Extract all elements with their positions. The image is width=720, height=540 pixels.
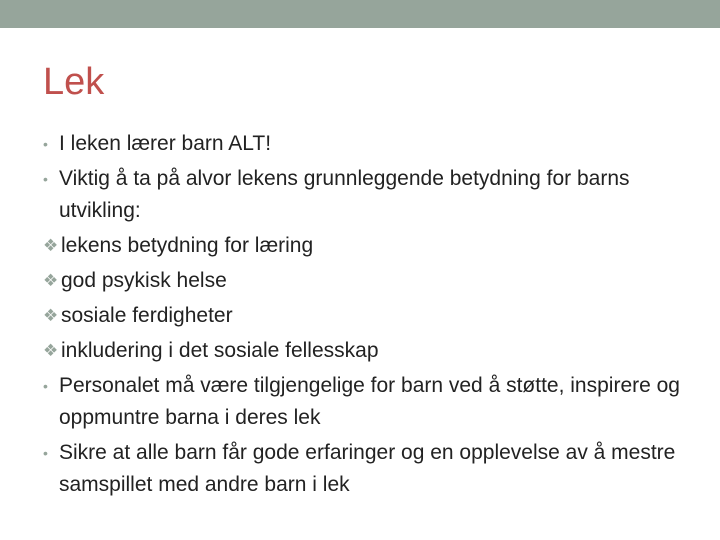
bullet-text: god psykisk helse [61,269,227,292]
bullet-dot-icon: • [43,171,48,187]
bullet-text: inkludering i det sosiale fellesskap [61,339,379,362]
slide-title: Lek [43,61,105,103]
bullet-dot-icon: • [43,378,48,394]
bullet-dot-icon: • [43,136,48,152]
bullet-text: I leken lærer barn ALT! [59,132,272,155]
bullet-text: sosiale ferdigheter [61,304,233,327]
sub-bullet-item [43,265,703,297]
bullet-text: Sikre at alle barn får gode erfaringer og en opplevelse av å mestre samspillet med andre barn i lek [59,441,676,496]
sub-bullet-item [43,300,703,332]
sub-bullet-item [43,335,703,367]
bullet-list [43,128,703,504]
bullet-text: lekens betydning for læring [61,234,314,257]
diamond-bullet-icon: ❖ [43,306,59,325]
bullet-text: Viktig å ta på alvor lekens grunnleggende betydning for barns utvikling: [59,167,630,222]
bullet-item [43,437,703,501]
bullet-item [43,163,703,227]
diamond-bullet-icon: ❖ [43,341,59,360]
bullet-text: Personalet må være tilgjengelige for barn ved å støtte, inspirere og oppmuntre barna i deres lek [59,374,680,429]
bullet-item [43,128,703,160]
bullet-item [43,370,703,434]
header-accent-bar [0,0,720,28]
diamond-bullet-icon: ❖ [43,271,59,290]
bullet-dot-icon: • [43,445,48,461]
diamond-bullet-icon: ❖ [43,236,59,255]
sub-bullet-item [43,230,703,262]
